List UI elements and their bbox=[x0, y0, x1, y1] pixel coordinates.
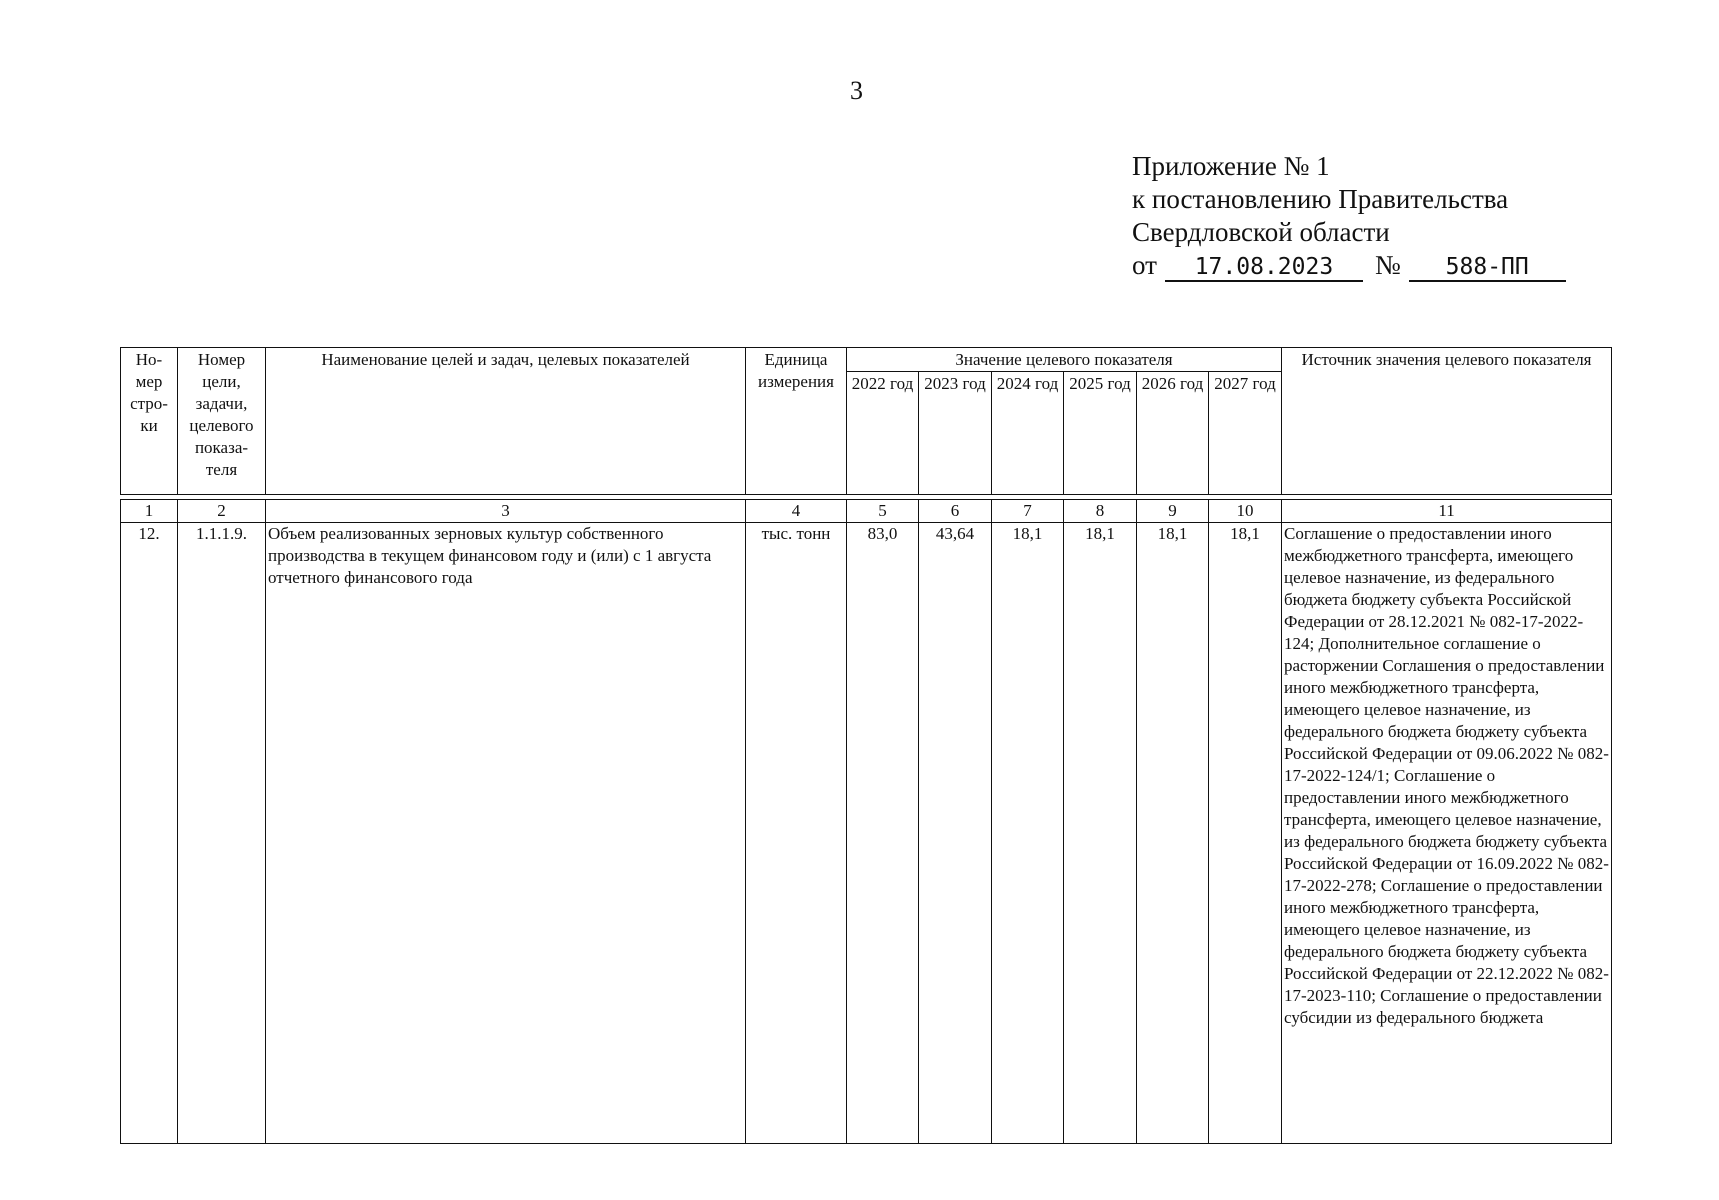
header-year-2024: 2024 год bbox=[992, 372, 1064, 495]
cell-value-2024: 18,1 bbox=[992, 523, 1064, 1144]
header-source: Источник значения целевого показателя bbox=[1282, 348, 1612, 495]
cell-value-2027: 18,1 bbox=[1209, 523, 1282, 1144]
cell-value-2022: 83,0 bbox=[847, 523, 919, 1144]
header-year-2025: 2025 год bbox=[1064, 372, 1137, 495]
header-goal-num: Номер цели, задачи, целевого показа-теля bbox=[178, 348, 266, 495]
decree-number: 588-ПП bbox=[1409, 254, 1566, 282]
header-year-2022: 2022 год bbox=[847, 372, 919, 495]
column-number: 7 bbox=[992, 500, 1064, 523]
cell-value-2023: 43,64 bbox=[919, 523, 992, 1144]
table-row bbox=[121, 523, 1612, 1144]
page-number: 3 bbox=[850, 76, 863, 105]
column-number: 6 bbox=[919, 500, 992, 523]
column-numbers-row bbox=[121, 500, 1612, 523]
header-target-value: Значение целевого показателя bbox=[847, 348, 1282, 372]
cell-value-2026: 18,1 bbox=[1137, 523, 1209, 1144]
appendix-header bbox=[1132, 150, 1566, 282]
cell-unit: тыс. тонн bbox=[746, 523, 847, 1144]
header-year-2026: 2026 год bbox=[1137, 372, 1209, 495]
number-sign: № bbox=[1374, 250, 1401, 280]
appendix-date-line bbox=[1132, 249, 1566, 282]
column-number: 3 bbox=[266, 500, 746, 523]
header-unit: Единица измерения bbox=[746, 348, 847, 495]
column-number: 10 bbox=[1209, 500, 1282, 523]
cell-value-2025: 18,1 bbox=[1064, 523, 1137, 1144]
cell-source: Соглашение о предоставлении иного межбюджетного трансферта, имеющего целевое назначение, из федерального бюджета бюджету субъекта Российской Федерации от 28.12.2021 № 082-17-2022-124; Дополнительное соглашение о расторжении Соглашения о предоставлении иного межбюджетного трансферта, имеющего целевое назначение, из федерального бюджета бюджету субъекта Российской Федерации от 09.06.2022 № 082-17-2022-124/1; Соглашение о предоставлении иного межбюджетного трансферта, имеющего целевое назначение, из федерального бюджета бюджету субъекта Российской Федерации от 16.09.2022 № 082-17-2022-278; Соглашение о предоставлении иного межбюджетного трансферта, имеющего целевое назначение, из федерального бюджета бюджету субъекта Российской Федерации от 22.12.2022 № 082-17-2023-110; Соглашение о предоставлении субсидии из федерального бюджета bbox=[1282, 523, 1612, 1144]
cell-name: Объем реализованных зерновых культур собственного производства в текущем финансовом году и (или) с 1 августа отчетного финансового года bbox=[266, 523, 746, 1144]
header-row-num: Но-мер стро-ки bbox=[121, 348, 178, 495]
column-number: 5 bbox=[847, 500, 919, 523]
header-year-2027: 2027 год bbox=[1209, 372, 1282, 495]
target-indicators-table bbox=[120, 347, 1612, 1144]
column-number: 8 bbox=[1064, 500, 1137, 523]
appendix-title: Приложение № 1 bbox=[1132, 151, 1330, 181]
header-name: Наименование целей и задач, целевых показателей bbox=[266, 348, 746, 495]
column-number: 9 bbox=[1137, 500, 1209, 523]
cell-goal-num: 1.1.1.9. bbox=[178, 523, 266, 1144]
date-prefix: от bbox=[1132, 250, 1157, 280]
column-number: 1 bbox=[121, 500, 178, 523]
appendix-line-region: Свердловской области bbox=[1132, 217, 1390, 247]
header-row-1 bbox=[121, 348, 1612, 372]
column-number: 11 bbox=[1282, 500, 1612, 523]
cell-row-num: 12. bbox=[121, 523, 178, 1144]
column-number: 2 bbox=[178, 500, 266, 523]
header-year-2023: 2023 год bbox=[919, 372, 992, 495]
column-number: 4 bbox=[746, 500, 847, 523]
decree-date: 17.08.2023 bbox=[1165, 254, 1363, 282]
appendix-line-decree: к постановлению Правительства bbox=[1132, 184, 1509, 214]
